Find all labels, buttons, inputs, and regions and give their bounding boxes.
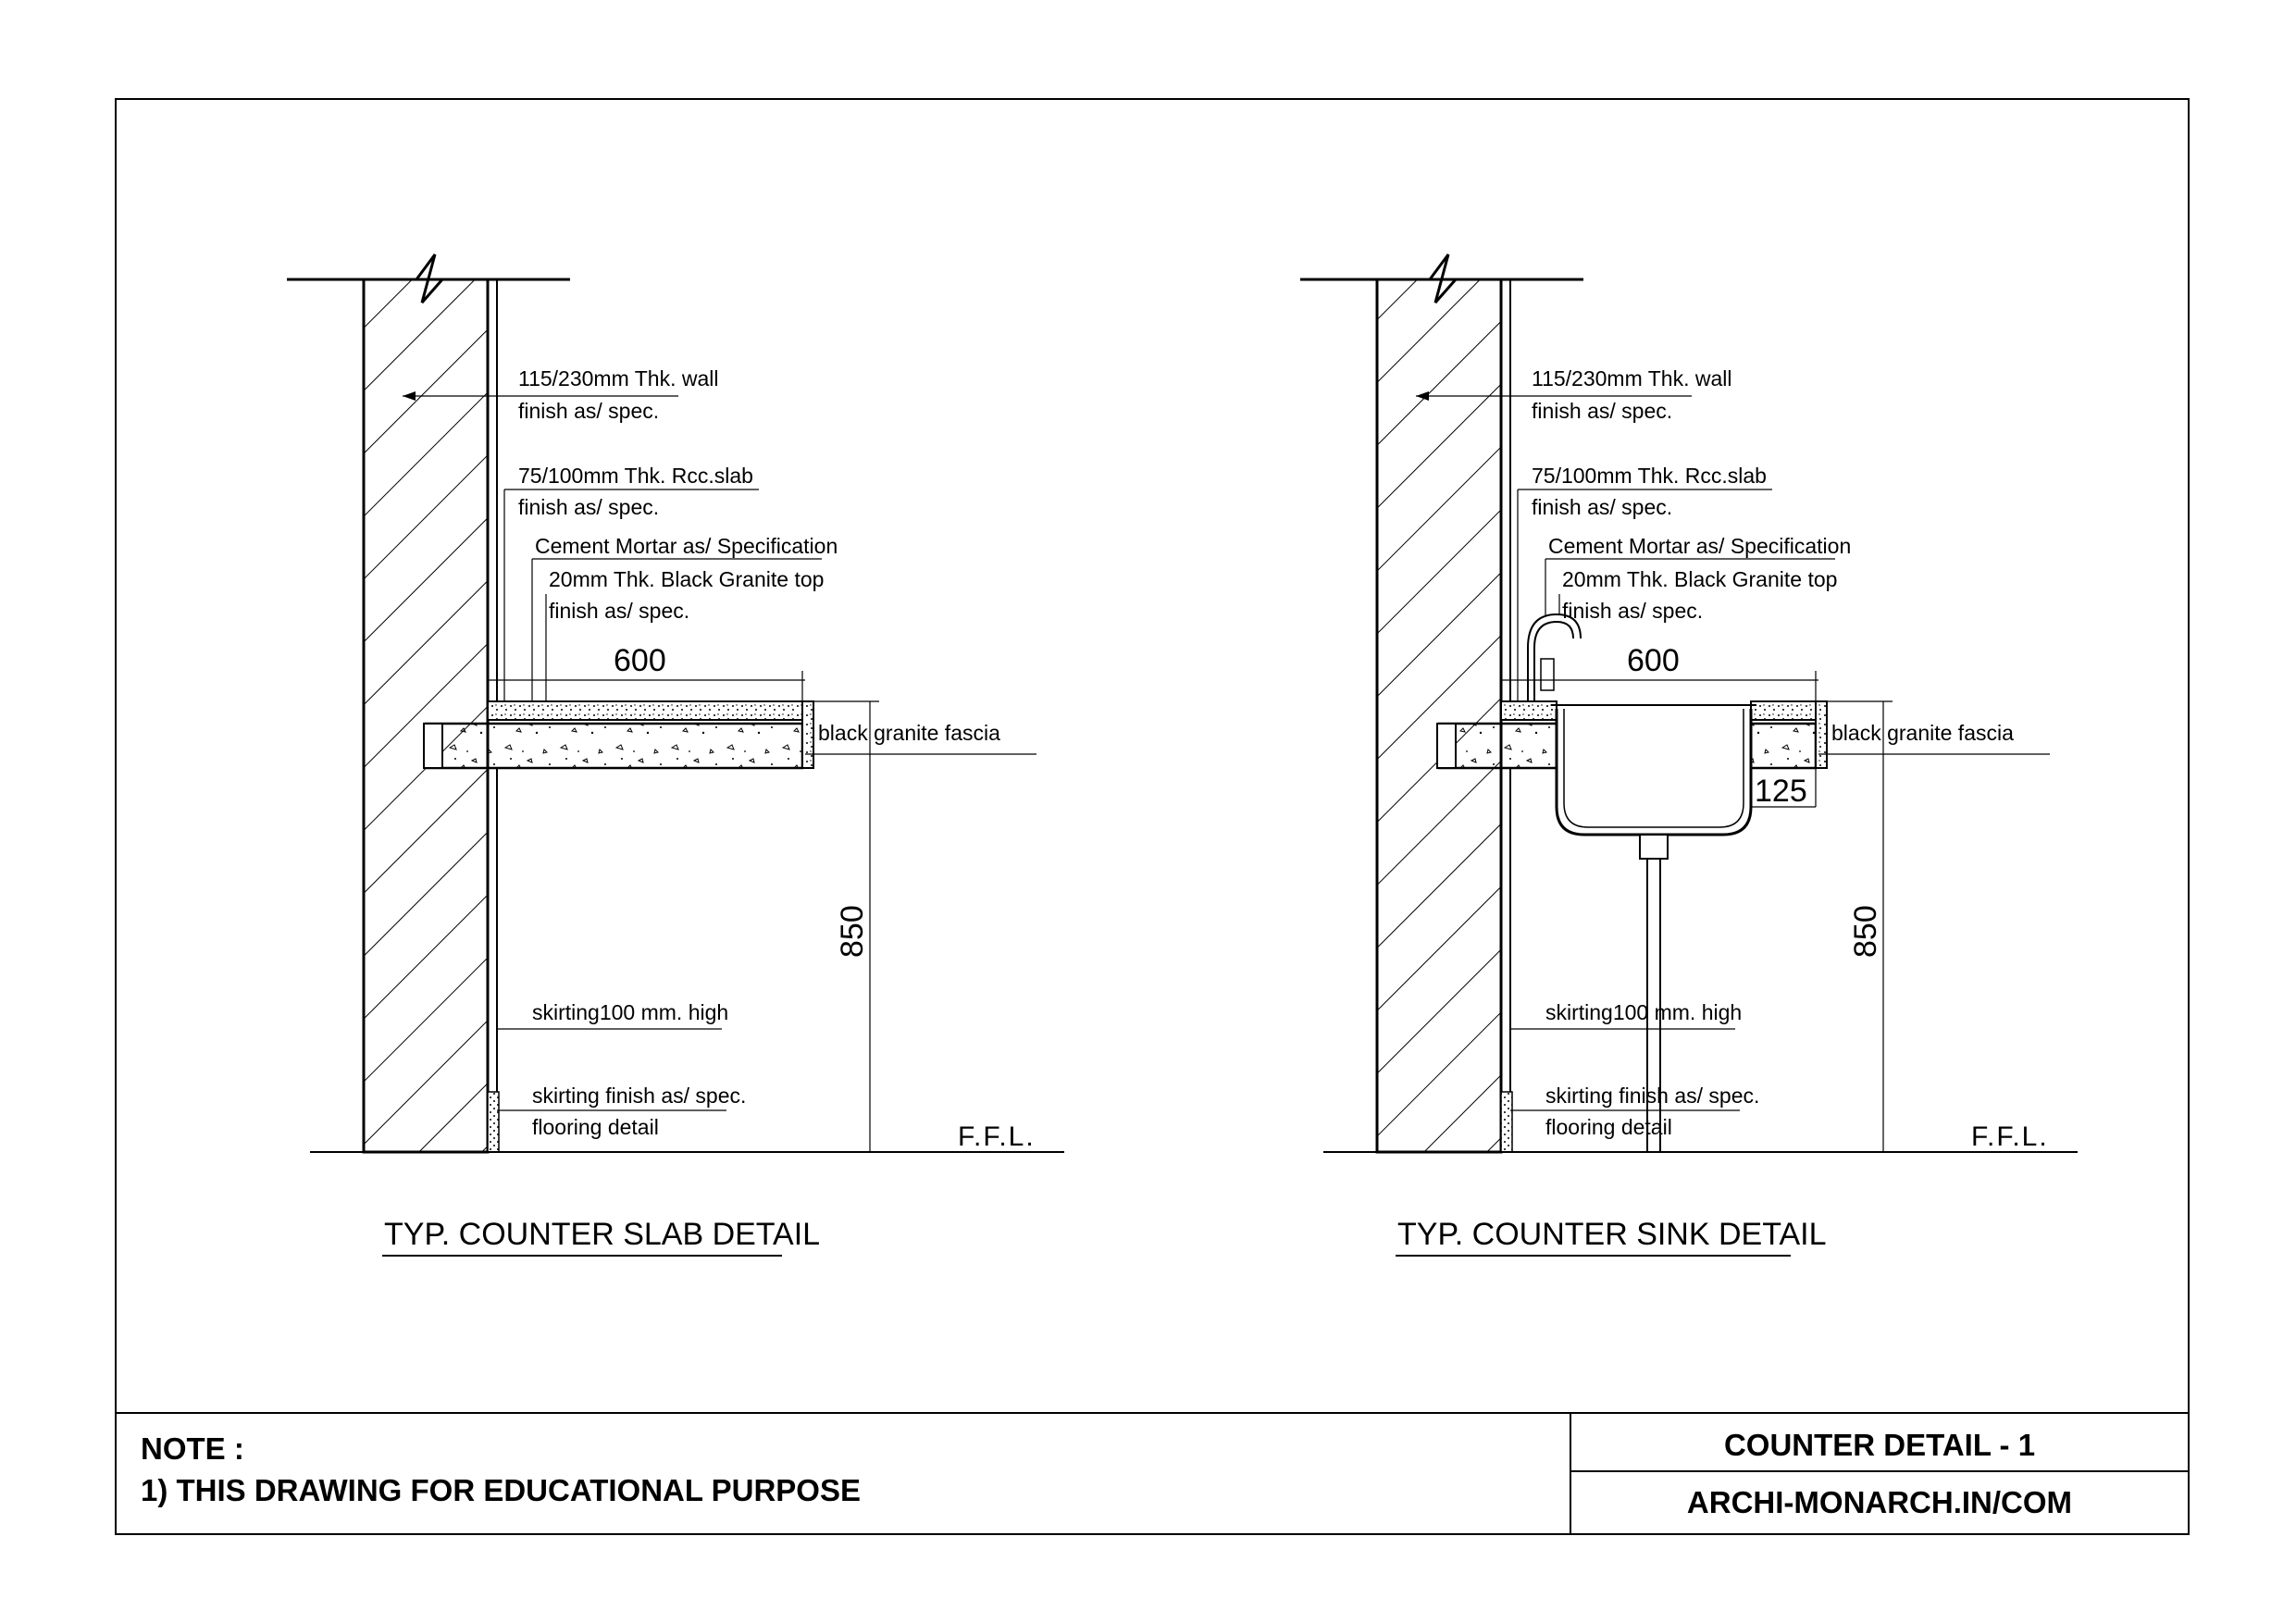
detail-title: TYP. COUNTER SINK DETAIL [1397, 1217, 1827, 1252]
slab-label: 75/100mm Thk. Rcc.slab [1532, 464, 1767, 488]
source-label: ARCHI-MONARCH.IN/COM [1686, 1485, 2073, 1519]
skirting-finish-label: skirting finish as/ spec. [1545, 1084, 1760, 1108]
sink-drain [1640, 835, 1668, 859]
ffl-label: F.F.L. [1971, 1121, 2049, 1152]
note-heading: NOTE : [141, 1431, 244, 1466]
wall-finish-label: finish as/ spec. [518, 399, 660, 423]
flooring-label: flooring detail [1545, 1115, 1672, 1139]
granite-label: 20mm Thk. Black Granite top [1562, 567, 1838, 591]
slab-end-cap [1437, 724, 1456, 768]
sink-depth-dimension: 125 [1755, 774, 1807, 809]
slab-finish-label: finish as/ spec. [1532, 495, 1673, 519]
height-dimension: 850 [835, 905, 870, 958]
wall-section [364, 279, 488, 1152]
mortar-label: Cement Mortar as/ Specification [1548, 534, 1852, 558]
height-dimension: 850 [1848, 905, 1883, 958]
rcc-slab [426, 724, 802, 768]
ffl-label: F.F.L. [958, 1121, 1036, 1152]
rcc-slab-back [1439, 724, 1557, 768]
wall-section [1377, 279, 1501, 1152]
granite-finish-label: finish as/ spec. [549, 599, 690, 623]
drawing-title: COUNTER DETAIL - 1 [1723, 1428, 2036, 1462]
detail-title: TYP. COUNTER SLAB DETAIL [384, 1217, 821, 1252]
wall-finish-label: finish as/ spec. [1532, 399, 1673, 423]
fascia-label: black granite fascia [818, 721, 1000, 745]
title-block [116, 1413, 2189, 1534]
skirting-label: skirting100 mm. high [532, 1000, 729, 1024]
counter-slab-detail [287, 254, 1064, 1256]
granite-fascia [802, 701, 813, 768]
sink-bowl [1557, 709, 1751, 835]
granite-top-front [1751, 701, 1816, 720]
skirting [488, 1092, 499, 1152]
note-line: 1) THIS DRAWING FOR EDUCATIONAL PURPOSE [141, 1473, 861, 1507]
granite-top [488, 701, 802, 720]
granite-label: 20mm Thk. Black Granite top [549, 567, 825, 591]
width-dimension: 600 [614, 643, 666, 678]
fascia-label: black granite fascia [1831, 721, 2014, 745]
slab-finish-label: finish as/ spec. [518, 495, 660, 519]
wall-label: 115/230mm Thk. wall [518, 366, 719, 390]
counter-sink-detail [1300, 254, 2078, 1256]
faucet-valve [1541, 659, 1554, 690]
rcc-slab-front [1751, 724, 1816, 768]
granite-top-back [1501, 701, 1557, 720]
slab-end-cap [424, 724, 442, 768]
slab-label: 75/100mm Thk. Rcc.slab [518, 464, 753, 488]
width-dimension: 600 [1627, 643, 1680, 678]
granite-fascia [1816, 701, 1827, 768]
flooring-label: flooring detail [532, 1115, 659, 1139]
mortar-label: Cement Mortar as/ Specification [535, 534, 838, 558]
wall-label: 115/230mm Thk. wall [1532, 366, 1732, 390]
granite-finish-label: finish as/ spec. [1562, 599, 1704, 623]
skirting [1501, 1092, 1512, 1152]
skirting-finish-label: skirting finish as/ spec. [532, 1084, 747, 1108]
skirting-label: skirting100 mm. high [1545, 1000, 1743, 1024]
